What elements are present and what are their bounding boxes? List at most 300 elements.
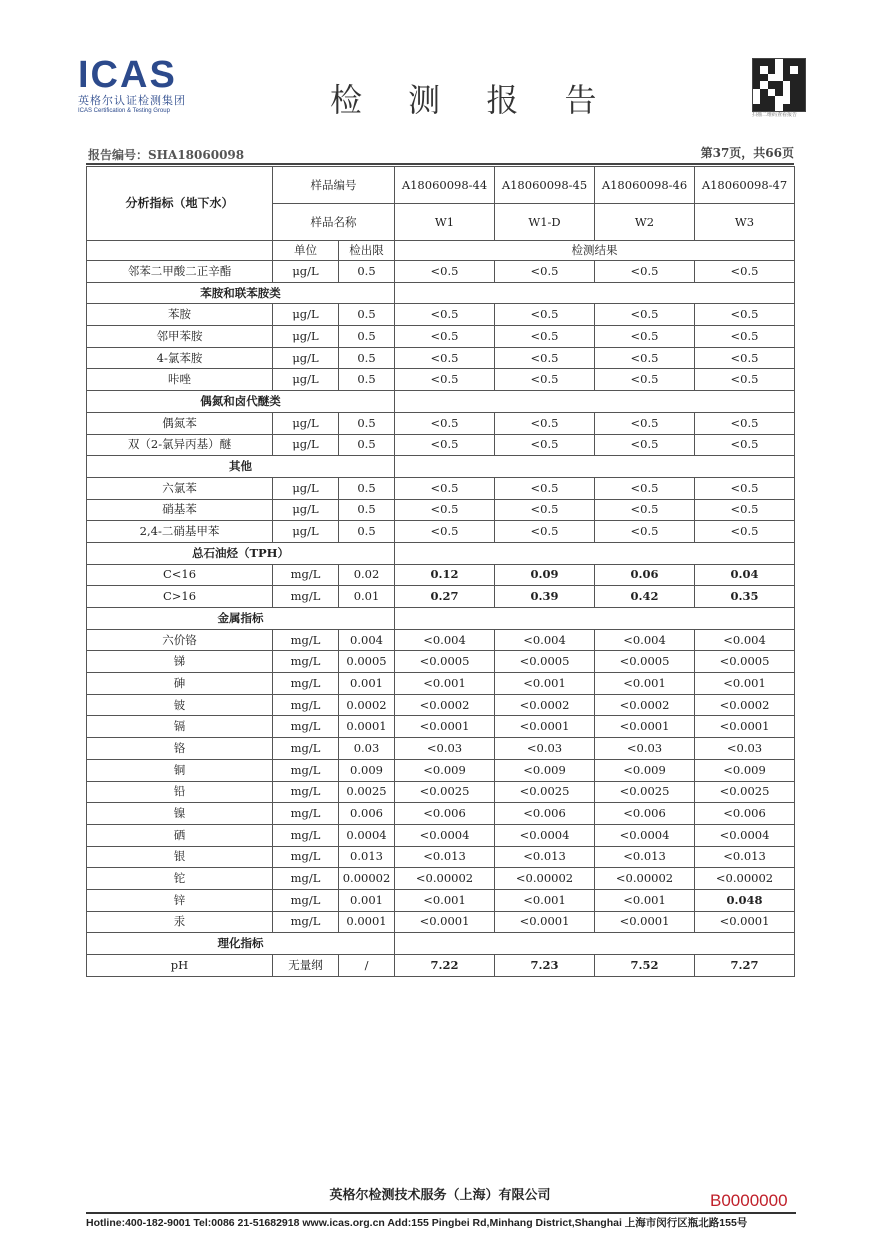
result-cell: <0.5 bbox=[695, 304, 795, 326]
table-row bbox=[87, 759, 795, 781]
table-row bbox=[87, 347, 795, 369]
category-label: 总石油烃（TPH） bbox=[87, 542, 395, 564]
sample-name-cell: W2 bbox=[595, 204, 695, 241]
table-row bbox=[87, 629, 795, 651]
header-row-units bbox=[87, 241, 795, 261]
result-cell: <0.0005 bbox=[395, 651, 495, 673]
unit-cell: μg/L bbox=[273, 261, 339, 283]
result-cell: <0.03 bbox=[395, 738, 495, 760]
sample-no-cell: A18060098-46 bbox=[595, 167, 695, 204]
limit-cell: 0.013 bbox=[339, 846, 395, 868]
result-cell: <0.009 bbox=[495, 759, 595, 781]
qr-module bbox=[768, 66, 775, 73]
result-cell: <0.013 bbox=[695, 846, 795, 868]
result-cell: <0.5 bbox=[695, 347, 795, 369]
result-cell: <0.5 bbox=[395, 347, 495, 369]
analyte-name: C<16 bbox=[87, 564, 273, 586]
category-label: 苯胺和联苯胺类 bbox=[87, 282, 395, 304]
result-cell: <0.013 bbox=[495, 846, 595, 868]
table-row bbox=[87, 651, 795, 673]
limit-cell: 0.004 bbox=[339, 629, 395, 651]
limit-cell: 0.0005 bbox=[339, 651, 395, 673]
analyte-name: 咔唑 bbox=[87, 369, 273, 391]
table-row bbox=[87, 694, 795, 716]
result-cell: <0.009 bbox=[395, 759, 495, 781]
qr-module bbox=[783, 89, 790, 96]
table-row bbox=[87, 477, 795, 499]
category-row bbox=[87, 282, 795, 304]
result-cell: <0.5 bbox=[695, 477, 795, 499]
unit-cell: μg/L bbox=[273, 499, 339, 521]
qr-module bbox=[760, 96, 767, 103]
unit-cell: μg/L bbox=[273, 326, 339, 348]
qr-module bbox=[753, 74, 760, 81]
result-cell: <0.5 bbox=[495, 477, 595, 499]
result-cell: <0.0004 bbox=[395, 824, 495, 846]
result-cell: <0.004 bbox=[495, 629, 595, 651]
analyte-name: pH bbox=[87, 955, 273, 977]
analyte-name: 铍 bbox=[87, 694, 273, 716]
table-row bbox=[87, 434, 795, 456]
analyte-name: 4-氯苯胺 bbox=[87, 347, 273, 369]
qr-module bbox=[753, 66, 760, 73]
result-cell: <0.001 bbox=[695, 673, 795, 695]
result-label: 检测结果 bbox=[395, 241, 795, 261]
limit-cell: 0.02 bbox=[339, 564, 395, 586]
qr-code-icon bbox=[752, 58, 806, 112]
qr-module bbox=[775, 66, 782, 73]
qr-caption: 扫描二维码查看报告 bbox=[752, 112, 798, 118]
category-row bbox=[87, 391, 795, 413]
result-cell: <0.5 bbox=[595, 347, 695, 369]
category-label: 理化指标 bbox=[87, 933, 395, 955]
result-cell: <0.5 bbox=[695, 521, 795, 543]
result-cell: <0.0002 bbox=[695, 694, 795, 716]
result-cell: <0.009 bbox=[695, 759, 795, 781]
result-cell: <0.03 bbox=[495, 738, 595, 760]
qr-module bbox=[798, 81, 805, 88]
unit-cell: μg/L bbox=[273, 369, 339, 391]
qr-module bbox=[775, 89, 782, 96]
result-cell: 0.39 bbox=[495, 586, 595, 608]
result-cell: <0.5 bbox=[595, 369, 695, 391]
result-cell: <0.5 bbox=[595, 521, 695, 543]
analyte-name: 锑 bbox=[87, 651, 273, 673]
logo-chinese-name: 英格尔认证检测集团 bbox=[78, 94, 186, 107]
unit-cell: mg/L bbox=[273, 868, 339, 890]
header-row-sample-no bbox=[87, 167, 795, 204]
qr-module bbox=[768, 81, 775, 88]
limit-cell: 0.0002 bbox=[339, 694, 395, 716]
result-cell: 0.06 bbox=[595, 564, 695, 586]
qr-module bbox=[768, 96, 775, 103]
qr-module bbox=[783, 74, 790, 81]
result-cell: <0.0001 bbox=[495, 716, 595, 738]
result-cell: <0.03 bbox=[695, 738, 795, 760]
limit-cell: 0.0004 bbox=[339, 824, 395, 846]
result-cell: <0.0001 bbox=[695, 911, 795, 933]
result-cell: 0.42 bbox=[595, 586, 695, 608]
unit-cell: 无量纲 bbox=[273, 955, 339, 977]
sample-name-cell: W1 bbox=[395, 204, 495, 241]
result-cell: <0.001 bbox=[395, 673, 495, 695]
analyte-name: 铜 bbox=[87, 759, 273, 781]
qr-module bbox=[760, 59, 767, 66]
qr-module bbox=[783, 66, 790, 73]
qr-module bbox=[760, 74, 767, 81]
analyte-name: 镍 bbox=[87, 803, 273, 825]
result-cell: <0.006 bbox=[595, 803, 695, 825]
result-cell: <0.5 bbox=[495, 347, 595, 369]
limit-cell: 0.5 bbox=[339, 304, 395, 326]
unit-cell: mg/L bbox=[273, 781, 339, 803]
analyte-name: 镉 bbox=[87, 716, 273, 738]
limit-cell: 0.009 bbox=[339, 759, 395, 781]
result-cell: <0.5 bbox=[495, 521, 595, 543]
unit-cell: mg/L bbox=[273, 846, 339, 868]
table-row bbox=[87, 369, 795, 391]
result-cell: <0.0025 bbox=[695, 781, 795, 803]
limit-cell: 0.5 bbox=[339, 521, 395, 543]
result-cell: <0.0001 bbox=[695, 716, 795, 738]
result-cell: <0.5 bbox=[595, 499, 695, 521]
limit-cell: 0.5 bbox=[339, 477, 395, 499]
qr-module bbox=[790, 81, 797, 88]
qr-module bbox=[775, 74, 782, 81]
table-row bbox=[87, 412, 795, 434]
unit-cell: μg/L bbox=[273, 304, 339, 326]
qr-module bbox=[768, 104, 775, 111]
result-cell: <0.009 bbox=[595, 759, 695, 781]
result-cell: <0.5 bbox=[395, 477, 495, 499]
result-cell: <0.004 bbox=[395, 629, 495, 651]
qr-module bbox=[783, 81, 790, 88]
qr-module bbox=[753, 89, 760, 96]
result-cell: <0.0025 bbox=[395, 781, 495, 803]
category-row bbox=[87, 542, 795, 564]
category-blank bbox=[395, 282, 795, 304]
result-cell: <0.5 bbox=[495, 326, 595, 348]
result-cell: 0.09 bbox=[495, 564, 595, 586]
result-cell: 0.048 bbox=[695, 889, 795, 911]
result-cell: <0.5 bbox=[595, 434, 695, 456]
qr-module bbox=[775, 81, 782, 88]
table-row bbox=[87, 304, 795, 326]
unit-cell: mg/L bbox=[273, 586, 339, 608]
unit-cell: mg/L bbox=[273, 889, 339, 911]
unit-cell: mg/L bbox=[273, 803, 339, 825]
analyte-name: 偶氮苯 bbox=[87, 412, 273, 434]
sample-no-cell: A18060098-47 bbox=[695, 167, 795, 204]
qr-module bbox=[760, 66, 767, 73]
result-cell: <0.0002 bbox=[595, 694, 695, 716]
result-cell: <0.03 bbox=[595, 738, 695, 760]
limit-cell: 0.5 bbox=[339, 369, 395, 391]
qr-module bbox=[798, 89, 805, 96]
table-row bbox=[87, 586, 795, 608]
result-cell: <0.5 bbox=[695, 499, 795, 521]
icas-logo bbox=[78, 55, 198, 115]
qr-module bbox=[790, 74, 797, 81]
sample-name-cell: W3 bbox=[695, 204, 795, 241]
result-cell: <0.013 bbox=[595, 846, 695, 868]
result-cell: <0.5 bbox=[495, 412, 595, 434]
result-cell: <0.0025 bbox=[495, 781, 595, 803]
limit-cell: 0.5 bbox=[339, 412, 395, 434]
analyte-name: C>16 bbox=[87, 586, 273, 608]
category-blank bbox=[395, 391, 795, 413]
page-number: 第37页，共66页 bbox=[700, 146, 794, 160]
qr-module bbox=[760, 89, 767, 96]
result-cell: <0.5 bbox=[395, 499, 495, 521]
qr-module bbox=[783, 59, 790, 66]
limit-cell: 0.5 bbox=[339, 261, 395, 283]
limit-cell: 0.5 bbox=[339, 499, 395, 521]
unit-cell: mg/L bbox=[273, 824, 339, 846]
result-cell: <0.0001 bbox=[595, 716, 695, 738]
limit-cell: 0.5 bbox=[339, 347, 395, 369]
result-cell: <0.5 bbox=[395, 521, 495, 543]
sample-name-cell: W1-D bbox=[495, 204, 595, 241]
category-blank bbox=[395, 456, 795, 478]
result-cell: 7.27 bbox=[695, 955, 795, 977]
unit-cell: μg/L bbox=[273, 521, 339, 543]
table-row bbox=[87, 738, 795, 760]
result-cell: <0.5 bbox=[595, 477, 695, 499]
result-cell: 7.22 bbox=[395, 955, 495, 977]
analyte-name: 砷 bbox=[87, 673, 273, 695]
result-cell: <0.00002 bbox=[595, 868, 695, 890]
qr-module bbox=[753, 59, 760, 66]
report-number: 报告编号：SHA18060098 bbox=[88, 148, 245, 162]
unit-cell: mg/L bbox=[273, 629, 339, 651]
qr-module bbox=[790, 96, 797, 103]
analyte-name: 邻甲苯胺 bbox=[87, 326, 273, 348]
unit-cell: μg/L bbox=[273, 434, 339, 456]
result-cell: <0.004 bbox=[595, 629, 695, 651]
table-row bbox=[87, 846, 795, 868]
result-cell: <0.5 bbox=[495, 499, 595, 521]
limit-cell: 0.5 bbox=[339, 326, 395, 348]
result-cell: <0.0005 bbox=[595, 651, 695, 673]
qr-module bbox=[753, 96, 760, 103]
table-row bbox=[87, 673, 795, 695]
table-row bbox=[87, 499, 795, 521]
limit-cell: 0.0001 bbox=[339, 716, 395, 738]
qr-module bbox=[768, 89, 775, 96]
header-divider bbox=[86, 163, 794, 165]
limit-cell: 0.01 bbox=[339, 586, 395, 608]
analyte-name: 铬 bbox=[87, 738, 273, 760]
table-row bbox=[87, 326, 795, 348]
sample-no-cell: A18060098-45 bbox=[495, 167, 595, 204]
result-cell: <0.5 bbox=[395, 412, 495, 434]
qr-module bbox=[798, 59, 805, 66]
analyte-name: 铊 bbox=[87, 868, 273, 890]
result-cell: <0.5 bbox=[495, 304, 595, 326]
result-cell: <0.00002 bbox=[495, 868, 595, 890]
analyte-name: 2,4-二硝基甲苯 bbox=[87, 521, 273, 543]
result-cell: <0.5 bbox=[695, 326, 795, 348]
qr-module bbox=[783, 96, 790, 103]
result-cell: 0.04 bbox=[695, 564, 795, 586]
result-cell: <0.0004 bbox=[495, 824, 595, 846]
result-cell: <0.5 bbox=[395, 326, 495, 348]
result-cell: <0.0001 bbox=[495, 911, 595, 933]
result-cell: <0.00002 bbox=[695, 868, 795, 890]
limit-cell: 0.0001 bbox=[339, 911, 395, 933]
logo-english-name: ICAS Certification & Testing Group bbox=[78, 108, 170, 114]
result-cell: <0.5 bbox=[495, 261, 595, 283]
category-row bbox=[87, 608, 795, 630]
category-blank bbox=[395, 933, 795, 955]
page-title: 检 测 报 告 bbox=[330, 81, 615, 119]
result-cell: <0.5 bbox=[695, 261, 795, 283]
footer-company: 英格尔检测技术服务（上海）有限公司 bbox=[329, 1188, 551, 1203]
table-row bbox=[87, 911, 795, 933]
result-cell: <0.5 bbox=[595, 261, 695, 283]
limit-cell: 0.5 bbox=[339, 434, 395, 456]
unit-cell: mg/L bbox=[273, 911, 339, 933]
qr-module bbox=[790, 59, 797, 66]
result-cell: <0.5 bbox=[395, 304, 495, 326]
result-cell: <0.5 bbox=[395, 261, 495, 283]
unit-cell: mg/L bbox=[273, 673, 339, 695]
footer-divider bbox=[86, 1212, 796, 1214]
results-table bbox=[86, 166, 795, 977]
analyte-name: 硒 bbox=[87, 824, 273, 846]
qr-module bbox=[783, 104, 790, 111]
analyte-name: 锌 bbox=[87, 889, 273, 911]
logo-mark: ICAS bbox=[78, 54, 177, 96]
qr-module bbox=[798, 66, 805, 73]
limit-cell: 0.0025 bbox=[339, 781, 395, 803]
result-cell: 7.23 bbox=[495, 955, 595, 977]
limit-cell: 0.001 bbox=[339, 889, 395, 911]
result-cell: <0.5 bbox=[695, 369, 795, 391]
category-blank bbox=[395, 608, 795, 630]
result-cell: <0.001 bbox=[495, 889, 595, 911]
limit-cell: 0.001 bbox=[339, 673, 395, 695]
result-cell: <0.0002 bbox=[495, 694, 595, 716]
result-cell: <0.006 bbox=[695, 803, 795, 825]
table-row bbox=[87, 781, 795, 803]
qr-module bbox=[798, 96, 805, 103]
sample-no-label: 样品编号 bbox=[273, 167, 395, 204]
result-cell: <0.5 bbox=[395, 434, 495, 456]
qr-module bbox=[768, 74, 775, 81]
table-row bbox=[87, 824, 795, 846]
result-cell: <0.004 bbox=[695, 629, 795, 651]
qr-module bbox=[760, 81, 767, 88]
qr-module bbox=[753, 104, 760, 111]
qr-module bbox=[775, 96, 782, 103]
table-row bbox=[87, 261, 795, 283]
analyte-name: 苯胺 bbox=[87, 304, 273, 326]
result-cell: <0.006 bbox=[495, 803, 595, 825]
table-row bbox=[87, 803, 795, 825]
table-row bbox=[87, 889, 795, 911]
table-row bbox=[87, 564, 795, 586]
table-row bbox=[87, 868, 795, 890]
result-cell: <0.001 bbox=[495, 673, 595, 695]
qr-module bbox=[798, 74, 805, 81]
analyte-name: 邻苯二甲酸二正辛酯 bbox=[87, 261, 273, 283]
result-cell: <0.00002 bbox=[395, 868, 495, 890]
result-cell: <0.5 bbox=[695, 434, 795, 456]
result-cell: <0.5 bbox=[595, 412, 695, 434]
analyte-name: 硝基苯 bbox=[87, 499, 273, 521]
result-cell: <0.001 bbox=[395, 889, 495, 911]
result-cell: <0.006 bbox=[395, 803, 495, 825]
unit-cell: μg/L bbox=[273, 412, 339, 434]
footer-serial: B0000000 bbox=[710, 1191, 788, 1210]
qr-module bbox=[753, 81, 760, 88]
qr-module bbox=[775, 59, 782, 66]
result-cell: <0.5 bbox=[695, 412, 795, 434]
unit-label: 单位 bbox=[273, 241, 339, 261]
unit-cell: mg/L bbox=[273, 716, 339, 738]
table-row bbox=[87, 955, 795, 977]
unit-cell: mg/L bbox=[273, 759, 339, 781]
qr-module bbox=[775, 104, 782, 111]
result-cell: <0.0005 bbox=[695, 651, 795, 673]
qr-module bbox=[790, 104, 797, 111]
analysis-label: 分析指标（地下水） bbox=[87, 167, 273, 241]
category-row bbox=[87, 933, 795, 955]
unit-cell: mg/L bbox=[273, 651, 339, 673]
blank-cell bbox=[87, 241, 273, 261]
result-cell: <0.0005 bbox=[495, 651, 595, 673]
result-cell: <0.5 bbox=[495, 369, 595, 391]
qr-module bbox=[790, 66, 797, 73]
qr-module bbox=[790, 89, 797, 96]
result-cell: <0.5 bbox=[395, 369, 495, 391]
unit-cell: μg/L bbox=[273, 477, 339, 499]
footer-contact: Hotline:400-182-9001 Tel:0086 21-51682918 www.icas.org.cn Add:155 Pingbei Rd,Minhang District,Shanghai 上海市闵行区瓶北路155号 bbox=[86, 1217, 748, 1229]
result-cell: 0.35 bbox=[695, 586, 795, 608]
category-row bbox=[87, 456, 795, 478]
result-cell: <0.001 bbox=[595, 673, 695, 695]
sample-no-cell: A18060098-44 bbox=[395, 167, 495, 204]
limit-label: 检出限 bbox=[339, 241, 395, 261]
result-cell: <0.0001 bbox=[595, 911, 695, 933]
result-cell: <0.0001 bbox=[395, 911, 495, 933]
limit-cell: / bbox=[339, 955, 395, 977]
limit-cell: 0.00002 bbox=[339, 868, 395, 890]
limit-cell: 0.006 bbox=[339, 803, 395, 825]
result-cell: <0.0004 bbox=[595, 824, 695, 846]
result-cell: <0.5 bbox=[495, 434, 595, 456]
unit-cell: mg/L bbox=[273, 694, 339, 716]
result-cell: <0.001 bbox=[595, 889, 695, 911]
result-cell: <0.5 bbox=[595, 326, 695, 348]
table-row bbox=[87, 521, 795, 543]
category-label: 偶氮和卤代醚类 bbox=[87, 391, 395, 413]
category-label: 金属指标 bbox=[87, 608, 395, 630]
qr-module bbox=[760, 104, 767, 111]
result-cell: <0.0025 bbox=[595, 781, 695, 803]
result-cell: 7.52 bbox=[595, 955, 695, 977]
analyte-name: 双（2-氯异丙基）醚 bbox=[87, 434, 273, 456]
result-cell: <0.0004 bbox=[695, 824, 795, 846]
unit-cell: mg/L bbox=[273, 738, 339, 760]
limit-cell: 0.03 bbox=[339, 738, 395, 760]
result-cell: <0.5 bbox=[595, 304, 695, 326]
qr-module bbox=[798, 104, 805, 111]
unit-cell: mg/L bbox=[273, 564, 339, 586]
analyte-name: 银 bbox=[87, 846, 273, 868]
